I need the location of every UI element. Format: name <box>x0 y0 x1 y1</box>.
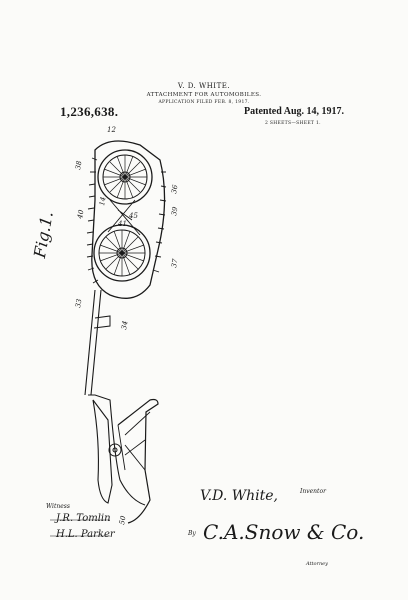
attorney-label: Attorney <box>306 561 328 567</box>
ref-numeral: 45 <box>129 212 138 220</box>
ref-numeral: 14 <box>98 196 108 207</box>
ref-numeral: 38 <box>74 160 84 171</box>
sheet-count: 2 SHEETS—SHEET 1. <box>265 121 321 126</box>
witness-signature: H.L. Parker <box>56 529 115 540</box>
drawbar <box>85 290 101 395</box>
ref-numeral: 37 <box>170 258 180 269</box>
ref-numeral: 39 <box>170 206 180 217</box>
witnesses-label: Witness <box>46 503 70 510</box>
attorney-signature: C.A.Snow & Co. <box>203 520 365 544</box>
ref-numeral: 12 <box>107 126 116 134</box>
figure-label: Fig.1. <box>30 209 57 260</box>
inventor-name: V. D. WHITE. <box>177 82 231 90</box>
patent-title: ATTACHMENT FOR AUTOMOBILES. <box>146 92 262 98</box>
ref-numeral: 40 <box>76 209 86 220</box>
clamp-bracket <box>94 316 110 328</box>
patent-number: 1,236,638. <box>60 104 119 119</box>
application-filed: APPLICATION FILED FEB. 8, 1917. <box>158 100 250 105</box>
by-label: By <box>188 530 196 537</box>
inventor-signature: V.D. White, <box>200 488 278 504</box>
inventor-label: Inventor <box>300 488 326 495</box>
witness-signature: J.R. Tomlin <box>56 513 111 524</box>
ref-numeral: 34 <box>120 320 130 331</box>
ref-numeral: 41 <box>118 220 127 228</box>
ref-numeral: 50 <box>118 515 128 526</box>
ref-numeral: 33 <box>74 298 84 309</box>
patented-date: Patented Aug. 14, 1917. <box>244 106 344 117</box>
ref-numeral: 36 <box>170 184 180 195</box>
